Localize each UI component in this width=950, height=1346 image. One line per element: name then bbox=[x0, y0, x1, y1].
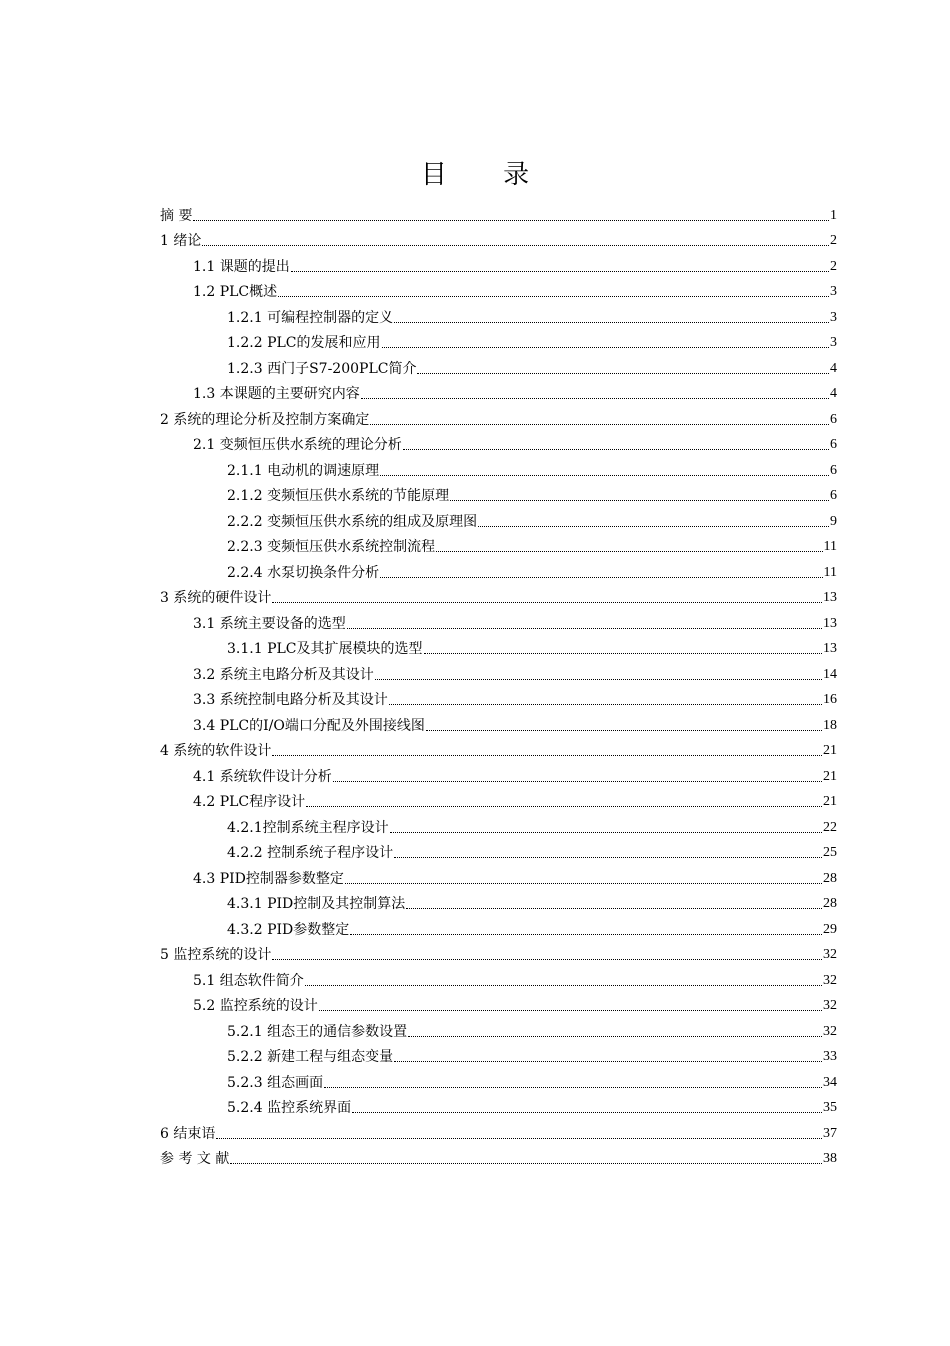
toc-entry[interactable] bbox=[160, 225, 837, 251]
toc-dot-leader bbox=[202, 245, 829, 246]
toc-entry-label: 2.1 变频恒压供水系统的理论分析 bbox=[193, 437, 402, 453]
toc-dot-leader bbox=[319, 1010, 822, 1011]
toc-entry-page-number: 32 bbox=[823, 1023, 837, 1039]
toc-entry-page-number: 13 bbox=[823, 590, 837, 605]
toc-entry-label: 5.2.3 组态画面 bbox=[227, 1074, 324, 1091]
toc-entry-page-number: 32 bbox=[823, 947, 837, 962]
toc-entry-label: 1.1 课题的提出 bbox=[193, 258, 290, 275]
toc-entry[interactable] bbox=[160, 556, 837, 582]
toc-entry-page-number: 2 bbox=[830, 233, 837, 248]
toc-entry-page-number: 37 bbox=[823, 1125, 837, 1141]
toc-entry-page-number: 6 bbox=[830, 437, 837, 452]
toc-entry-label: 3.4 PLC的I/O端口分配及外围接线图 bbox=[193, 717, 425, 734]
toc-entry[interactable] bbox=[160, 1143, 837, 1169]
toc-entry-page-number: 21 bbox=[823, 743, 837, 758]
toc-dot-leader bbox=[291, 271, 829, 272]
toc-entry-label: 5 监控系统的设计 bbox=[160, 947, 272, 963]
toc-entry-page-number: 14 bbox=[823, 666, 837, 682]
toc-dot-leader bbox=[408, 1036, 822, 1037]
toc-entry-page-number: 28 bbox=[823, 870, 837, 886]
toc-entry-label: 4.2.2 控制系统子程序设计 bbox=[227, 845, 394, 861]
toc-entry[interactable] bbox=[160, 480, 837, 506]
toc-entry-page-number: 4 bbox=[830, 360, 837, 376]
toc-entry-label: 2.2.4 水泵切换条件分析 bbox=[227, 564, 380, 581]
toc-entry[interactable] bbox=[160, 531, 837, 557]
toc-dot-leader bbox=[347, 628, 822, 629]
toc-entry-label: 3 系统的硬件设计 bbox=[160, 590, 272, 606]
toc-entry[interactable] bbox=[160, 658, 837, 684]
toc-entry-page-number: 34 bbox=[823, 1074, 837, 1090]
toc-dot-leader bbox=[193, 220, 829, 221]
toc-entry-page-number: 11 bbox=[823, 564, 837, 580]
toc-dot-leader bbox=[272, 959, 822, 960]
toc-entry-label: 4.3.1 PID控制及其控制算法 bbox=[227, 896, 406, 912]
toc-entry-page-number: 28 bbox=[823, 896, 837, 911]
toc-entry-page-number: 11 bbox=[823, 539, 837, 554]
toc-entry-page-number: 21 bbox=[823, 768, 837, 784]
toc-entry[interactable] bbox=[160, 1041, 837, 1067]
toc-dot-leader bbox=[424, 653, 822, 654]
toc-entry-page-number: 29 bbox=[823, 921, 837, 937]
toc-entry-label: 1.2.3 西门子S7-200PLC简介 bbox=[227, 360, 417, 377]
toc-entry[interactable] bbox=[160, 786, 837, 812]
toc-entry-label: 参 考 文 献 bbox=[160, 1151, 230, 1167]
toc-dot-leader bbox=[352, 1112, 822, 1113]
toc-dot-leader bbox=[380, 475, 829, 476]
toc-entry[interactable] bbox=[160, 964, 837, 990]
toc-entry-page-number: 6 bbox=[830, 411, 837, 427]
toc-entry-label: 1.2.2 PLC的发展和应用 bbox=[227, 335, 381, 351]
toc-dot-leader bbox=[345, 883, 822, 884]
toc-entry[interactable] bbox=[160, 1092, 837, 1118]
toc-entry-label: 6 结束语 bbox=[160, 1125, 216, 1142]
toc-dot-leader bbox=[370, 424, 829, 425]
toc-entry[interactable] bbox=[160, 276, 837, 302]
toc-entry[interactable] bbox=[160, 607, 837, 633]
toc-entry[interactable] bbox=[160, 505, 837, 531]
toc-entry-label: 1.2 PLC概述 bbox=[193, 284, 278, 300]
toc-entry[interactable] bbox=[160, 760, 837, 786]
toc-entry-label: 4.3.2 PID参数整定 bbox=[227, 921, 350, 938]
toc-entry-page-number: 13 bbox=[823, 641, 837, 656]
toc-entry-label: 3.3 系统控制电路分析及其设计 bbox=[193, 692, 388, 708]
toc-entry-label: 3.2 系统主电路分析及其设计 bbox=[193, 666, 374, 683]
toc-dot-leader bbox=[272, 602, 822, 603]
toc-entry-page-number: 32 bbox=[823, 998, 837, 1013]
toc-entry[interactable] bbox=[160, 1066, 837, 1092]
toc-entry-label: 1.2.1 可编程控制器的定义 bbox=[227, 309, 394, 326]
toc-entry[interactable] bbox=[160, 454, 837, 480]
toc-dot-leader bbox=[389, 704, 822, 705]
toc-entry[interactable] bbox=[160, 378, 837, 404]
toc-entry-label: 摘 要 bbox=[160, 207, 193, 224]
toc-dot-leader bbox=[403, 449, 829, 450]
toc-dot-leader bbox=[417, 373, 829, 374]
toc-entry[interactable] bbox=[160, 735, 837, 761]
toc-entry[interactable] bbox=[160, 990, 837, 1016]
toc-entry-page-number: 22 bbox=[823, 819, 837, 835]
toc-entry-label: 1 绪论 bbox=[160, 233, 202, 249]
toc-dot-leader bbox=[390, 832, 822, 833]
toc-entry-page-number: 3 bbox=[830, 335, 837, 350]
toc-entry-label: 3.1.1 PLC及其扩展模块的选型 bbox=[227, 641, 423, 657]
toc-entry[interactable] bbox=[160, 633, 837, 659]
toc-entry-page-number: 25 bbox=[823, 845, 837, 860]
toc-dot-leader bbox=[380, 577, 822, 578]
toc-entry[interactable] bbox=[160, 709, 837, 735]
toc-entry-page-number: 1 bbox=[830, 207, 837, 223]
toc-entry[interactable] bbox=[160, 1015, 837, 1041]
toc-entry-label: 5.1 组态软件简介 bbox=[193, 972, 304, 989]
toc-entry-label: 2 系统的理论分析及控制方案确定 bbox=[160, 411, 370, 428]
toc-dot-leader bbox=[375, 679, 822, 680]
toc-entry[interactable] bbox=[160, 684, 837, 710]
toc-entry-page-number: 6 bbox=[830, 488, 837, 503]
toc-dot-leader bbox=[406, 908, 822, 909]
toc-entry-label: 5.2.2 新建工程与组态变量 bbox=[227, 1049, 394, 1065]
toc-entry-page-number: 4 bbox=[830, 386, 837, 401]
toc-entry-page-number: 3 bbox=[830, 284, 837, 299]
toc-dot-leader bbox=[350, 934, 822, 935]
toc-entry[interactable] bbox=[160, 862, 837, 888]
toc-entry-page-number: 18 bbox=[823, 717, 837, 733]
toc-entry-page-number: 6 bbox=[830, 462, 837, 478]
toc-entry[interactable] bbox=[160, 301, 837, 327]
toc-entry[interactable] bbox=[160, 352, 837, 378]
toc-dot-leader bbox=[478, 526, 829, 527]
toc-entry-page-number: 13 bbox=[823, 615, 837, 631]
toc-entry-label: 5.2 监控系统的设计 bbox=[193, 998, 318, 1014]
toc-dot-leader bbox=[278, 296, 829, 297]
toc-entry[interactable] bbox=[160, 429, 837, 455]
toc-entry-page-number: 33 bbox=[823, 1049, 837, 1064]
toc-list bbox=[160, 199, 837, 1168]
toc-dot-leader bbox=[450, 500, 829, 501]
toc-dot-leader bbox=[306, 806, 822, 807]
toc-entry-label: 2.2.2 变频恒压供水系统的组成及原理图 bbox=[227, 513, 478, 530]
toc-entry-page-number: 3 bbox=[830, 309, 837, 325]
toc-entry[interactable] bbox=[160, 913, 837, 939]
toc-entry-label: 4.3 PID控制器参数整定 bbox=[193, 870, 344, 887]
toc-dot-leader bbox=[361, 398, 829, 399]
toc-entry[interactable] bbox=[160, 888, 837, 914]
toc-dot-leader bbox=[230, 1163, 822, 1164]
toc-dot-leader bbox=[394, 1061, 822, 1062]
toc-dot-leader bbox=[394, 857, 822, 858]
toc-entry-label: 2.1.1 电动机的调速原理 bbox=[227, 462, 380, 479]
toc-entry[interactable] bbox=[160, 1117, 837, 1143]
page-title: 目 录 bbox=[420, 160, 554, 190]
toc-dot-leader bbox=[426, 730, 822, 731]
toc-entry-label: 4.1 系统软件设计分析 bbox=[193, 768, 332, 785]
toc-dot-leader bbox=[272, 755, 822, 756]
toc-entry-page-number: 16 bbox=[823, 692, 837, 707]
toc-entry[interactable] bbox=[160, 403, 837, 429]
toc-entry[interactable] bbox=[160, 811, 837, 837]
toc-entry-label: 4.2 PLC程序设计 bbox=[193, 794, 306, 810]
toc-dot-leader bbox=[216, 1138, 822, 1139]
toc-entry-label: 5.2.4 监控系统界面 bbox=[227, 1100, 352, 1116]
toc-entry-page-number: 2 bbox=[830, 258, 837, 274]
toc-entry-label: 3.1 系统主要设备的选型 bbox=[193, 615, 346, 632]
toc-entry-page-number: 38 bbox=[823, 1151, 837, 1166]
toc-entry-page-number: 9 bbox=[830, 513, 837, 529]
toc-entry[interactable] bbox=[160, 250, 837, 276]
toc-dot-leader bbox=[382, 347, 829, 348]
toc-entry-page-number: 21 bbox=[823, 794, 837, 809]
toc-entry[interactable] bbox=[160, 837, 837, 863]
toc-entry-page-number: 32 bbox=[823, 972, 837, 988]
toc-entry-label: 2.1.2 变频恒压供水系统的节能原理 bbox=[227, 488, 450, 504]
toc-entry[interactable] bbox=[160, 939, 837, 965]
toc-entry[interactable] bbox=[160, 582, 837, 608]
toc-dot-leader bbox=[305, 985, 822, 986]
toc-entry-label: 5.2.1 组态王的通信参数设置 bbox=[227, 1023, 408, 1040]
toc-dot-leader bbox=[394, 322, 829, 323]
toc-entry-page-number: 35 bbox=[823, 1100, 837, 1115]
toc-entry-label: 1.3 本课题的主要研究内容 bbox=[193, 386, 360, 402]
toc-entry-label: 4 系统的软件设计 bbox=[160, 743, 272, 759]
toc-entry-label: 2.2.3 变频恒压供水系统控制流程 bbox=[227, 539, 436, 555]
toc-entry[interactable] bbox=[160, 199, 837, 225]
toc-entry[interactable] bbox=[160, 327, 837, 353]
toc-entry-label: 4.2.1控制系统主程序设计 bbox=[227, 819, 389, 836]
toc-dot-leader bbox=[333, 781, 822, 782]
toc-dot-leader bbox=[324, 1087, 822, 1088]
toc-dot-leader bbox=[436, 551, 822, 552]
